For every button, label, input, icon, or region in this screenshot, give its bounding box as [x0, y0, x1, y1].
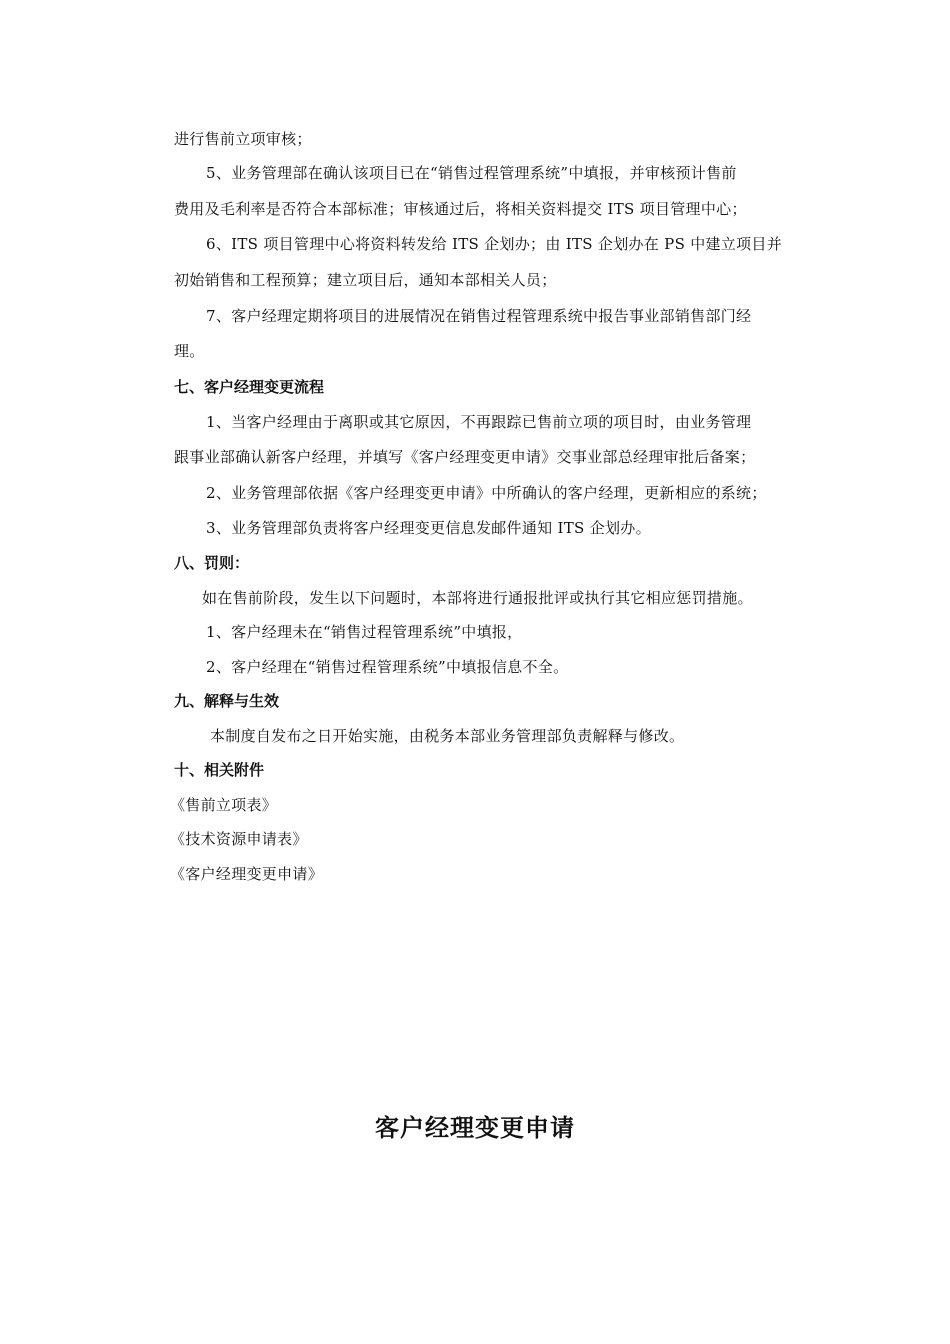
- paragraph-line: 进行售前立项审核；: [174, 130, 312, 148]
- attachment-item: 《技术资源申请表》: [170, 830, 308, 848]
- section-heading-10: 十、相关附件: [174, 761, 265, 779]
- penalty-item-1: 1、客户经理未在“销售过程管理系统”中填报，: [206, 623, 523, 641]
- list-item-6-cont: 初始销售和工程预算；建立项目后，通知本部相关人员；: [174, 271, 557, 289]
- paragraph-effective: 本制度自发布之日开始实施，由税务本部业务管理部负责解释与修改。: [210, 727, 685, 745]
- section-heading-9: 九、解释与生效: [174, 692, 280, 710]
- section-heading-8: 八、罚则：: [174, 554, 250, 572]
- list-item-5: 5、业务管理部在确认该项目已在“销售过程管理系统”中填报，并审核预计售前: [206, 164, 737, 182]
- attachment-item: 《售前立项表》: [170, 796, 278, 814]
- list-item-6: 6、ITS 项目管理中心将资料转发给 ITS 企划办；由 ITS 企划办在 PS 中建立项目并: [206, 235, 783, 253]
- list-item-7: 7、客户经理定期将项目的进展情况在销售过程管理系统中报告事业部销售部门经: [206, 307, 752, 325]
- list-item-7-cont: 理。: [174, 342, 205, 360]
- list-item-1-cont: 跟事业部确认新客户经理，并填写《客户经理变更申请》交事业部总经理审批后备案；: [174, 448, 756, 466]
- section-heading-7: 七、客户经理变更流程: [174, 378, 325, 396]
- list-item-3: 3、业务管理部负责将客户经理变更信息发邮件通知 ITS 企划办。: [206, 519, 651, 537]
- penalty-item-2: 2、客户经理在“销售过程管理系统”中填报信息不全。: [206, 658, 569, 676]
- paragraph-intro: 如在售前阶段，发生以下问题时，本部将进行通报批评或执行其它相应惩罚措施。: [202, 589, 753, 607]
- list-item-1: 1、当客户经理由于离职或其它原因，不再跟踪已售前立项的项目时，由业务管理: [206, 413, 752, 431]
- list-item-2: 2、业务管理部依据《客户经理变更申请》中所确认的客户经理，更新相应的系统；: [206, 484, 767, 502]
- form-title: 客户经理变更申请: [375, 1114, 575, 1142]
- list-item-5-cont: 费用及毛利率是否符合本部标准；审核通过后，将相关资料提交 ITS 项目管理中心；: [174, 200, 747, 218]
- attachment-item: 《客户经理变更申请》: [170, 865, 324, 883]
